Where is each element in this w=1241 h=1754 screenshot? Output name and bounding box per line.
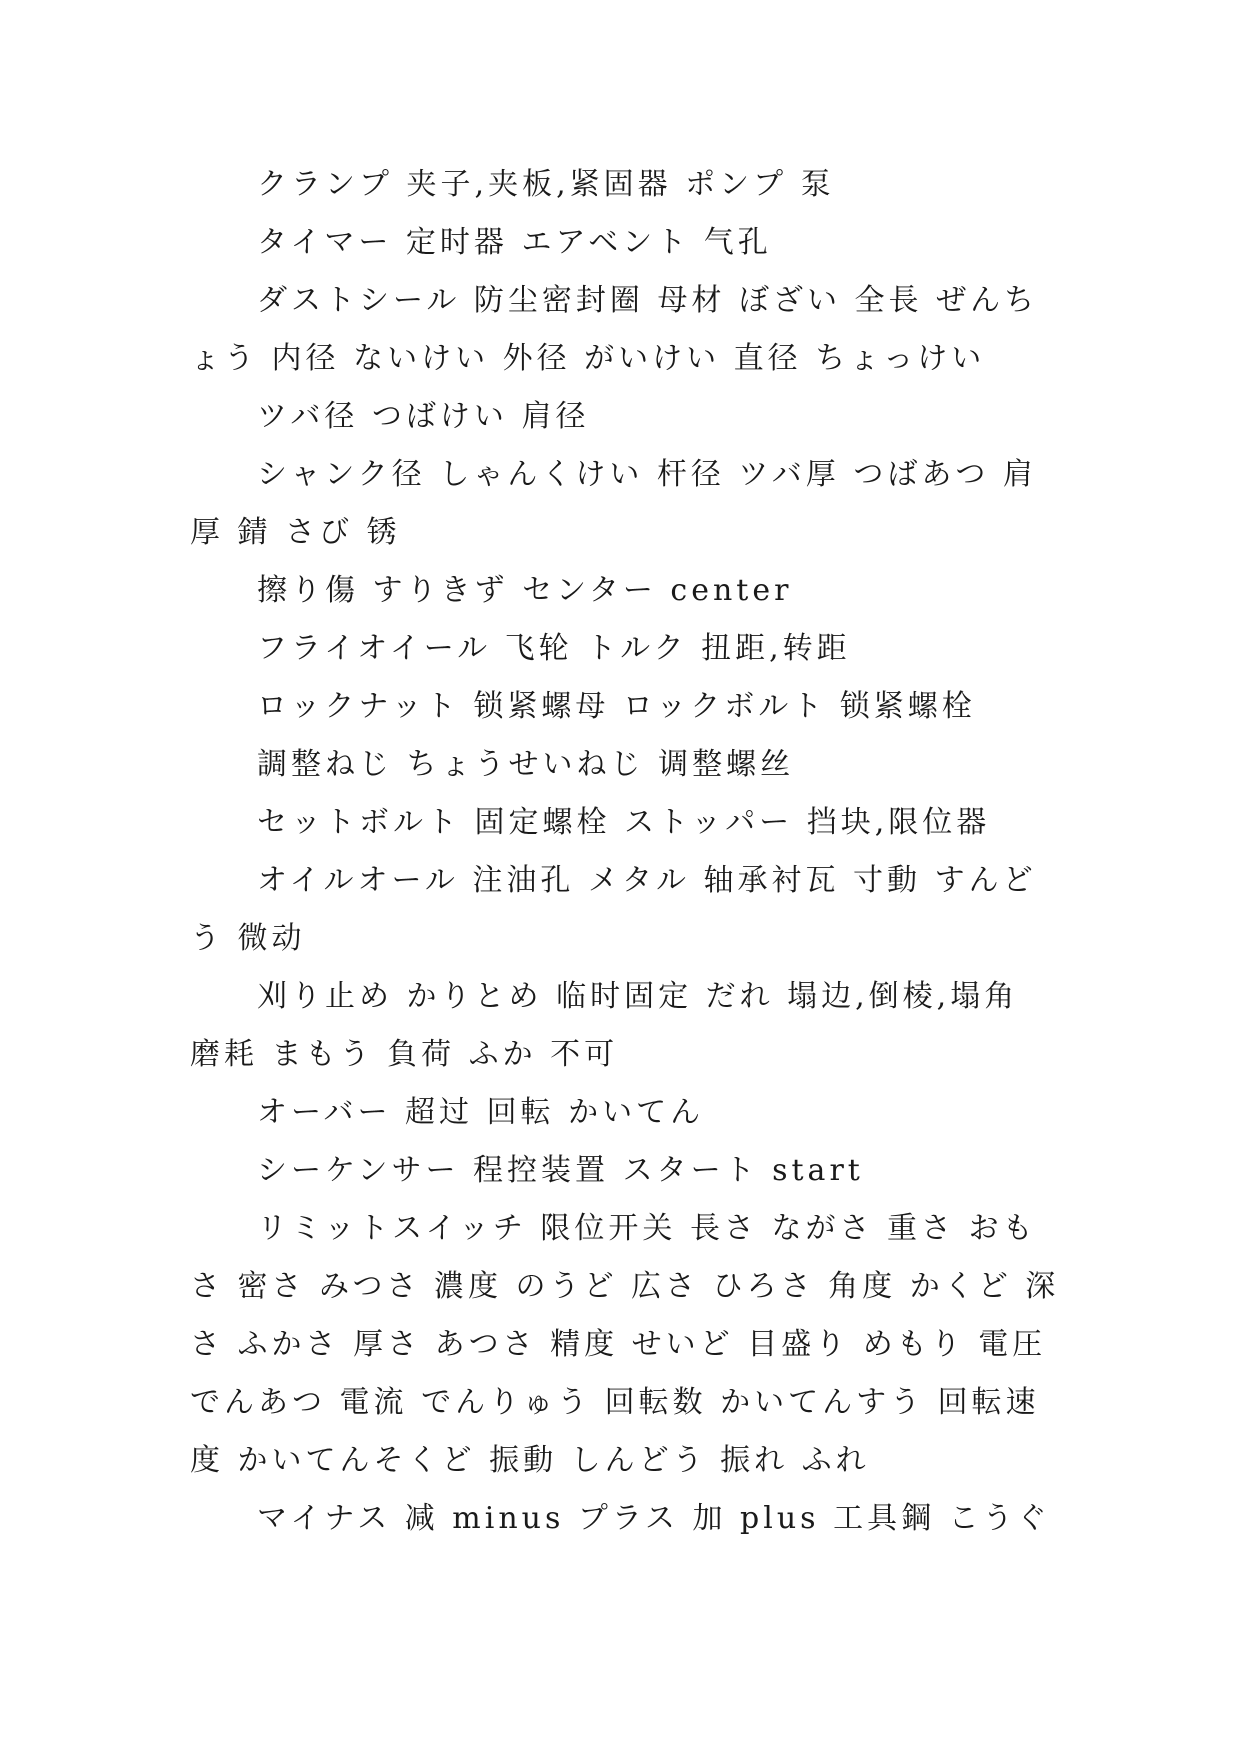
paragraph: 擦り傷 すりきず センター center xyxy=(257,573,793,608)
paragraph: 刈り止め かりとめ 临时固定 だれ 塌边,倒棱,塌角 磨耗 まもう 負荷 ふか 不可 xyxy=(190,979,1032,1072)
paragraph: シーケンサー 程控装置 スタート start xyxy=(257,1153,864,1188)
paragraph: オイルオール 注油孔 メタル 轴承衬瓦 寸動 すんどう 微动 xyxy=(190,863,1037,956)
paragraph: リミットスイッチ 限位开关 長さ ながさ 重さ おもさ 密さ みつさ 濃度 のうど 広さ ひろさ 角度 かくど 深さ ふかさ 厚さ あつさ 精度 せいど 目盛り めもり 電圧 でんあつ 電流 でんりゅう 回転数 かいてんすう 回転速度 かいてんそくど 振動 しんどう 振れ ふれ xyxy=(190,1211,1060,1478)
paragraph: 調整ねじ ちょうせいねじ 调整螺丝 xyxy=(257,747,795,782)
paragraph: シャンク径 しゃんくけい 杆径 ツバ厚 つばあつ 肩厚 錆 さび 锈 xyxy=(190,457,1037,550)
paragraph: マイナス 减 minus プラス 加 plus 工具鋼 こうぐ xyxy=(257,1501,1051,1536)
paragraph: クランプ 夹子,夹板,紧固器 ポンプ 泵 xyxy=(257,167,835,202)
paragraph: ロックナット 锁紧螺母 ロックボルト 锁紧螺栓 xyxy=(257,689,976,724)
paragraph: フライオイール 飞轮 トルク 扭距,转距 xyxy=(257,631,851,666)
paragraph: ダストシール 防尘密封圈 母材 ぼざい 全長 ぜんちょう 内径 ないけい 外径 がいけい 直径 ちょっけい xyxy=(190,283,1039,376)
paragraph: ツバ径 つばけい 肩径 xyxy=(257,399,590,434)
paragraph: オーバー 超过 回転 かいてん xyxy=(257,1095,705,1130)
paragraph: セットボルト 固定螺栓 ストッパー 挡块,限位器 xyxy=(257,805,991,840)
glossary-text xyxy=(190,156,1060,1548)
paragraph: タイマー 定时器 エアベント 气孔 xyxy=(257,225,772,260)
